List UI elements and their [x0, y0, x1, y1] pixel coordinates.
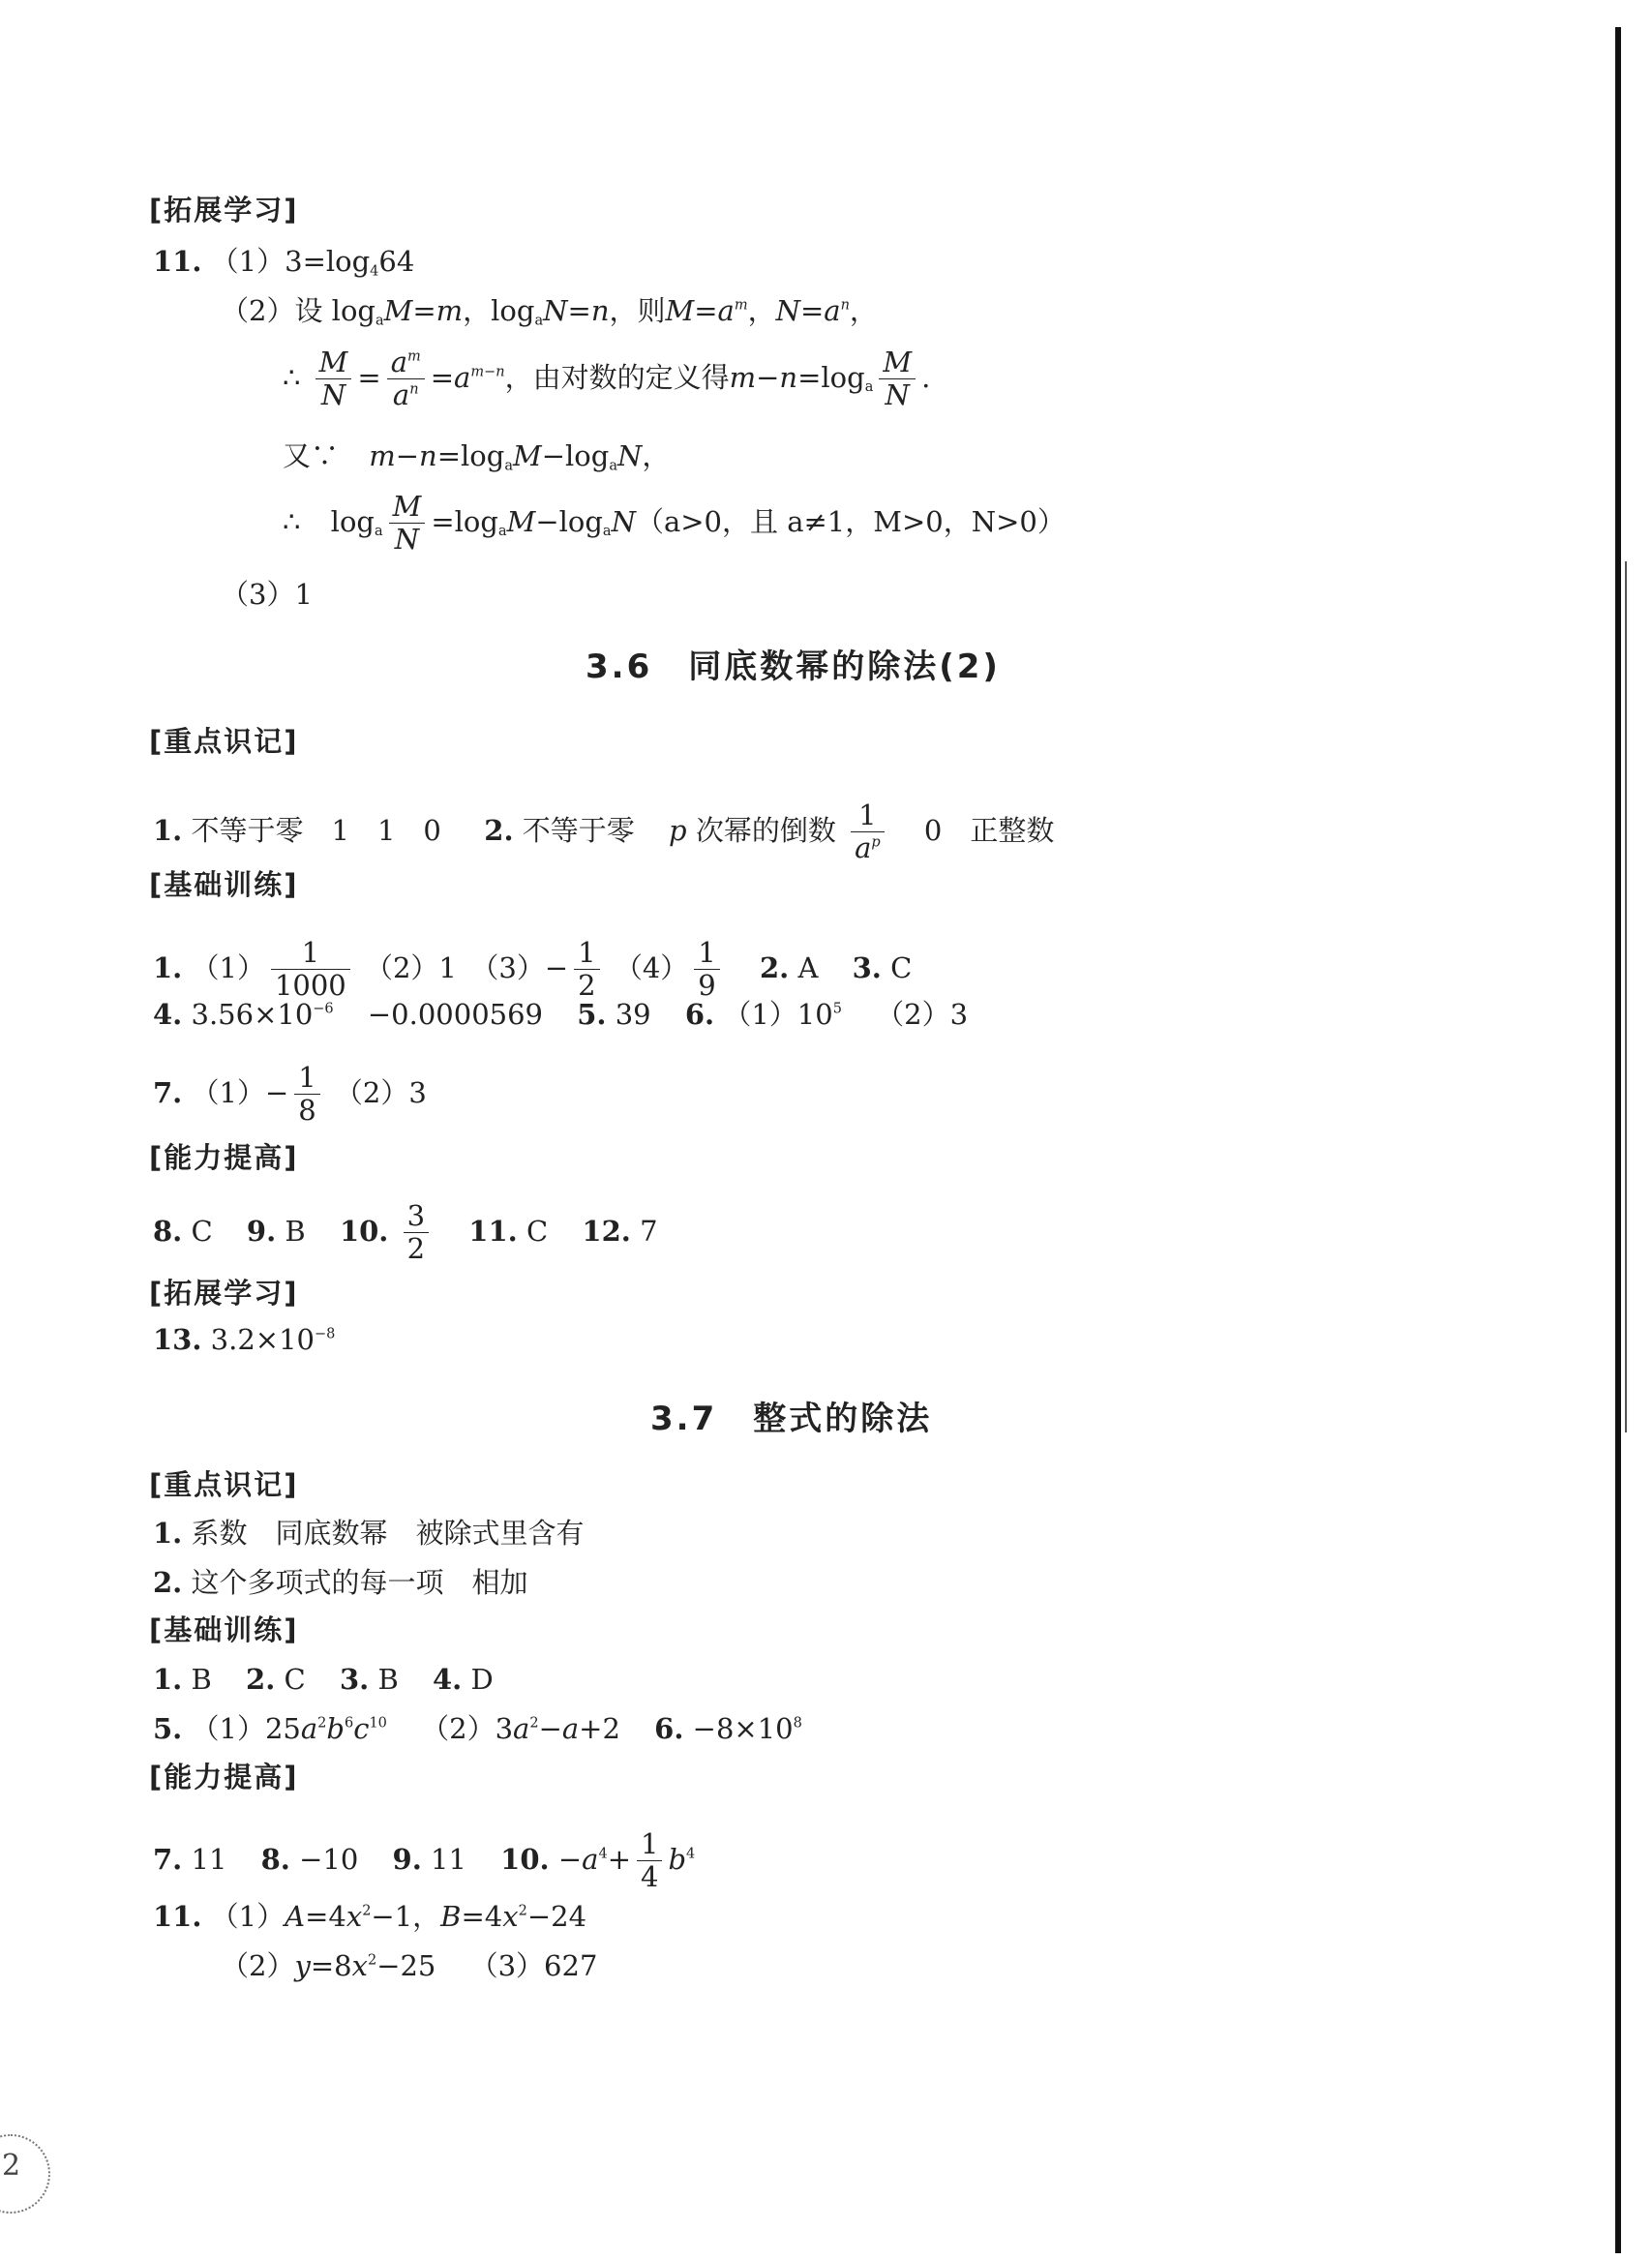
- ability-answer-11-1-3-7: 11. $(1)A=4x^2-1$，$B=4x^2-24$: [153, 1900, 587, 1933]
- key-answer-2-3-7: 2. 这个多项式的每一项 相加: [153, 1566, 528, 1599]
- fraction-3-over-2: $\frac{3}{2}$: [404, 1200, 429, 1266]
- section-header-basic-3-7: [基础训练]: [149, 1613, 299, 1646]
- basic-answers-5-6-3-7: 5. $(1)25a^2b^6c^{10}$ $(2)3a^2-a+2$ 6. $-8\times 10^8$: [153, 1712, 802, 1745]
- basic-answers-1-4-3-7: 1. B 2. C 3. B 4. D: [153, 1663, 494, 1696]
- fraction-1-over-a-p: $\frac{1}{a^p}$: [851, 799, 885, 865]
- ability-answer-11-2-3-7: $(2)y=8x^2-25$ （3）627: [221, 1949, 598, 1982]
- fraction-m-over-n-2: $\frac{M}{N}$: [879, 347, 916, 412]
- answer-11-2-line4: ∴ $\log_a$ $\frac{M}{N}$ $=\log_aM-\log_aN(a>0$，且 a≠1，M>0，N>0）: [283, 490, 1066, 557]
- page-edge-scan-shadow: [1625, 561, 1627, 1432]
- section-title-3-7: 3.7 整式的除法: [650, 1400, 933, 1438]
- fraction-1-over-4: $\frac{1}{4}$: [637, 1828, 662, 1894]
- section-header-ability-3-7: [能力提高]: [149, 1761, 299, 1793]
- section-header-basic-training: [基础训练]: [149, 868, 299, 901]
- ability-answers-8-12: 8. C 9. B 10. $\frac{3}{2}$ 11. C 12. 7: [153, 1199, 658, 1266]
- basic-answer-7: 7. （1）− $\frac{1}{8}$ （2）3: [153, 1061, 427, 1128]
- section-header-key-points-3-7: [重点识记]: [149, 1468, 299, 1501]
- answer-11-3: （3）1: [221, 578, 313, 611]
- fraction-1-over-9: $\frac{1}{9}$: [694, 937, 719, 1003]
- fraction-1-over-1000: $\frac{1}{1000}$: [271, 937, 350, 1003]
- fraction-1-over-2: $\frac{1}{2}$: [574, 937, 599, 1003]
- key-answers-3-6: 1. 不等于零 1 1 0 2. 不等于零 p 次幂的倒数 $\frac{1}{a^p}$ 0 正整数: [153, 799, 1055, 865]
- section-title-3-6: 3.6 同底数幂的除法(2): [586, 648, 1001, 686]
- fraction-am-over-an: $\frac{a^m}{a^n}$: [387, 347, 425, 412]
- section-header-key-points: [重点识记]: [149, 725, 299, 758]
- basic-answers-4-6: 4. $3.56\times 10^{-6} -0.0000569$ 5. 39 6. $(1)10^5$ （2）3: [153, 998, 969, 1031]
- answer-11-2-line2: ∴ $\frac{M}{N}$ = $\frac{a^m}{a^n}$ $=a^{m-n}$，由对数的定义得$m-n=\log_a$ $\frac{M}{N}$ .: [283, 346, 931, 412]
- basic-answers-1-3: 1. （1） $\frac{1}{1000}$ （2）1 （3）− $\frac{1}{2}$ （4） $\frac{1}{9}$ 2. A 3. C: [153, 936, 913, 1003]
- fraction-m-over-n-3: $\frac{M}{N}$: [389, 491, 426, 557]
- page-edge-scan-line: [1615, 27, 1621, 2253]
- fraction-m-over-n: $\frac{M}{N}$: [315, 347, 352, 412]
- section-header-extension-3-6: [拓展学习]: [149, 1277, 299, 1310]
- fraction-1-over-8: $\frac{1}{8}$: [294, 1062, 319, 1128]
- answer-11-1: 11. $(1)3=\log_464$: [153, 245, 415, 280]
- answer-11-2-line1: （2）设 $\log_aM=m$，$\log_aN=n$，则$M=a^m$，$N=a^n$，: [221, 294, 878, 329]
- ability-answers-7-10-3-7: 7. 11 8. −10 9. 11 10. $-a^4+$ $\frac{1}{4}$ $b^4$: [153, 1827, 696, 1894]
- extension-answer-13: 13. $3.2\times 10^{-8}$: [153, 1323, 336, 1356]
- key-answer-1-3-7: 1. 系数 同底数幂 被除式里含有: [153, 1517, 585, 1550]
- page-number: 2: [2, 2149, 21, 2183]
- answer-11-2-line3: 又∵ $m-n=\log_aM-\log_aN$，: [283, 439, 671, 474]
- section-header-ability: [能力提高]: [149, 1141, 299, 1174]
- section-header-extension: [拓展学习]: [149, 194, 299, 226]
